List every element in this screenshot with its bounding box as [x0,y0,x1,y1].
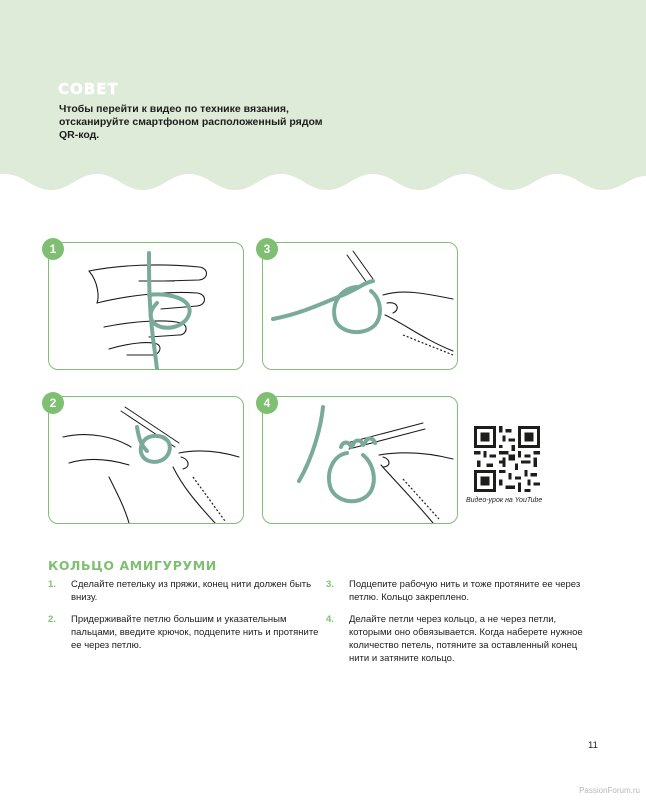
tip-title: СОВЕТ [58,80,119,98]
qr-caption: Видео-урок на YouTube [466,497,543,504]
step-text: Сделайте петельку из пряжи, конец нити должен быть внизу. [71,579,312,603]
step-item [48,578,320,604]
step-text: Делайте петли через кольцо, а не через петли, которыми оно обвязывается. Когда наберете нужное количество петель, потяните за оставленный конец нити и затяните кольцо. [349,614,583,664]
tip-text: Чтобы перейти к видео по технике вязания, отсканируйте смартфоном расположенный рядом QR-код. [59,103,323,141]
step-text: Подцепите рабочую нить и тоже протяните ее через петлю. Кольцо закреплено. [349,579,581,603]
hook-loop-illustration [263,243,458,370]
steps-right-column [326,578,594,674]
section-title: КОЛЬЦО АМИГУРУМИ [48,558,217,573]
illustration-panel-2 [48,396,244,524]
qr-code[interactable] [474,426,540,492]
page-number: 11 [588,740,598,751]
hand-loop-illustration [49,243,244,370]
step-badge-1: 1 [42,238,64,260]
illustration-panel-1 [48,242,244,370]
insert-hook-illustration [49,397,244,524]
step-item [48,613,320,652]
step-badge-4: 4 [256,392,278,414]
tip-band [0,0,646,200]
illustration-panel-3 [262,242,458,370]
step-number: 4. [326,614,334,625]
step-text: Придерживайте петлю большим и указательным пальцами, введите крючок, подцепите нить и протяните ее через петлю. [71,614,319,651]
step-number: 1. [48,579,56,590]
step-item [326,578,594,604]
step-badge-2: 2 [42,392,64,414]
illustration-panel-4 [262,396,458,524]
tip-band-background [0,0,646,200]
step-item [326,613,594,665]
chain-ring-illustration [263,397,458,524]
steps-left-column [48,578,320,661]
step-number: 2. [48,614,56,625]
step-number: 3. [326,579,334,590]
step-badge-3: 3 [256,238,278,260]
watermark: PassionForum.ru [579,786,640,795]
